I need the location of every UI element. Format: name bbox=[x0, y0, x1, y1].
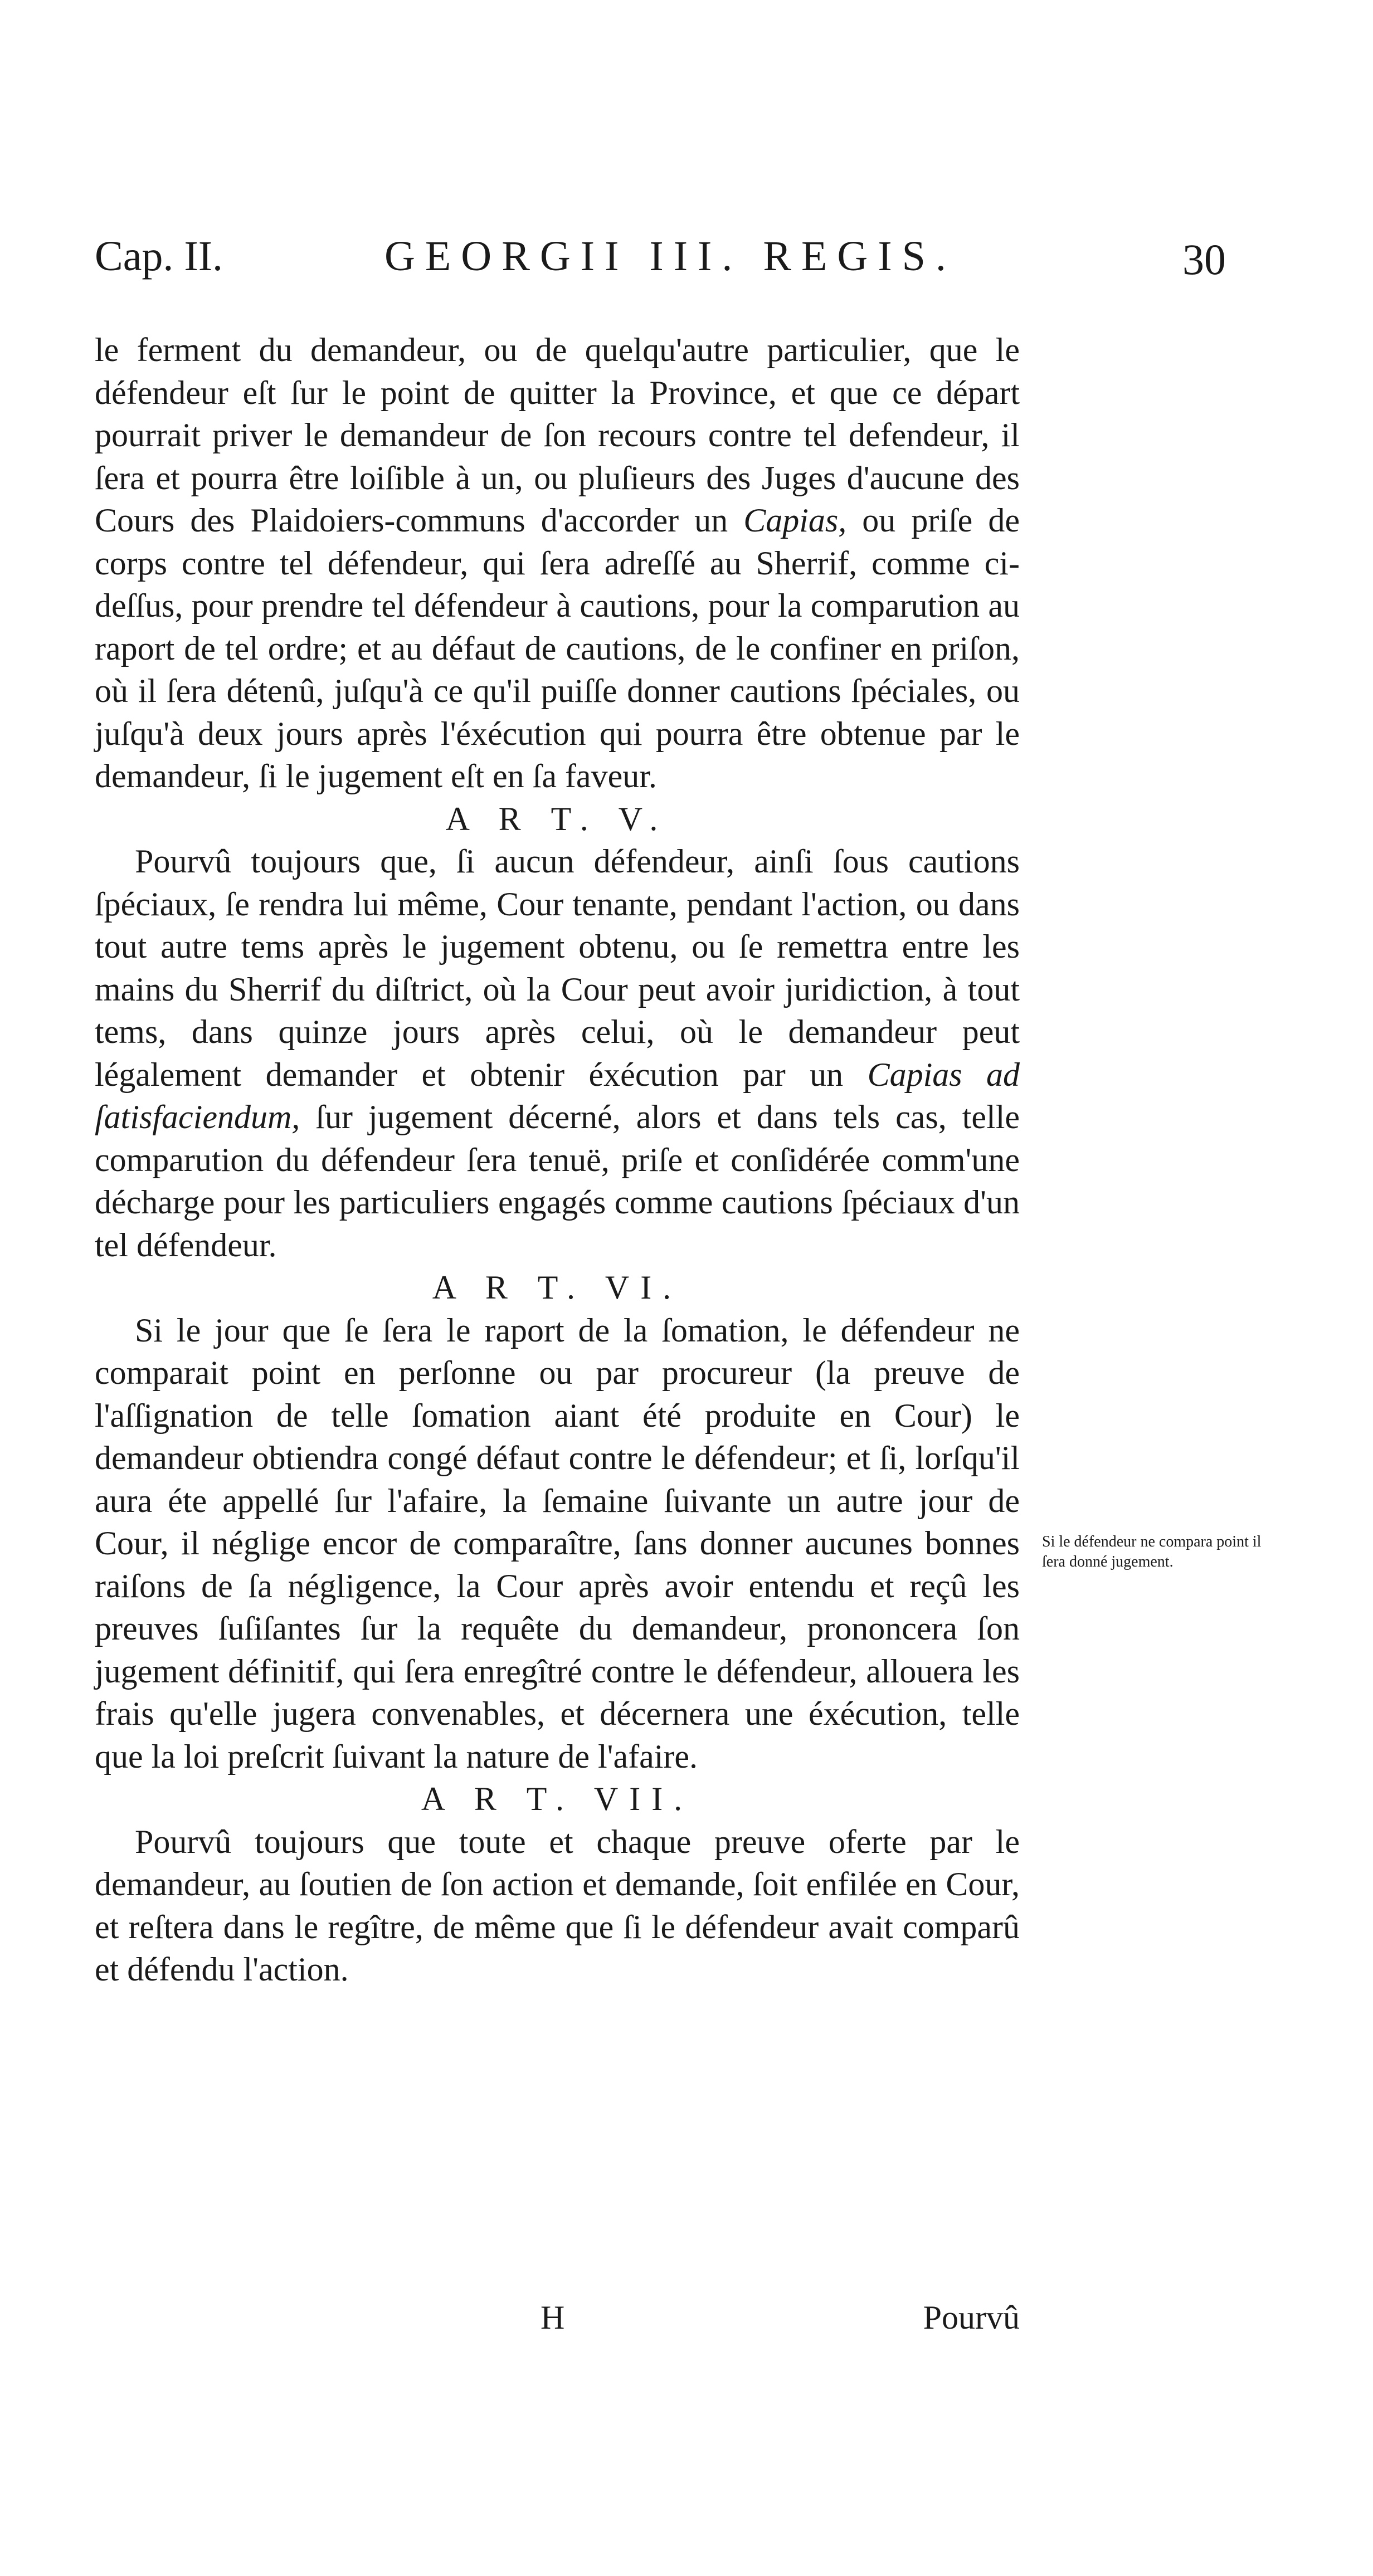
paragraph-1-rest: ou priſe de corps contre tel défendeur, qui ſera adreſſé au Sherrif, comme ci-deſſus, pour prendre tel défendeur à cautions, pour la comparution au raport de tel ordre; et au défaut de cautions, de le confiner en priſon, où il ſera détenû, juſqu'à ce qu'il puiſſe donner cautions ſpéciales, ou juſqu'à deux jours après l'éxécution qui pourra être obtenue par le demandeur, ſi le jugement eſt en ſa faveur. bbox=[95, 502, 1020, 794]
latin-term-capias: Capias, bbox=[743, 502, 847, 539]
article-v-text-1: Pourvû toujours que, ſi aucun défendeur, ainſi ſous cautions ſpéciaux, ſe rendra lui même, Cour tenante, pendant l'action, ou dans tout autre tems après le jugement obtenu, ou ſe remettra entre les mains du Sherrif du diſtrict, où la Cour peut avoir juridiction, à tout tems, dans quinze jours après celui, où le demandeur peut légalement demander et obtenir éxécution par un bbox=[95, 843, 1020, 1093]
article-vi-text: Si le jour que ſe ſera le raport de la ſomation, le défendeur ne comparait point en perſonne ou par procureur (la preuve de l'aſſignation de telle ſomation aiant été produite en Cour) le demandeur obtiendra congé défaut contre le défendeur; et ſi, lorſqu'il aura éte appellé ſur l'afaire, la ſemaine ſuivante un autre jour de Cour, il néglige encor de comparaître, ſans donner aucunes bonnes raiſons de ſa négligence, la Cour après avoir entendu et reçû les preuves ſuſiſantes ſur la requête du demandeur, prononcera ſon jugement définitif, qui ſera enregîtré contre le défendeur, allouera les frais qu'elle jugera convenables, et décernera une éxécution, telle que la loi preſcrit ſuivant la nature de l'afaire. bbox=[95, 1311, 1020, 1775]
page-number: 30 bbox=[1182, 235, 1226, 284]
article-vi-heading: A R T. VI. bbox=[432, 1269, 683, 1306]
latin-term-capias-ad-satisfaciendum: Capias ad ſatisfaciendum, bbox=[95, 1056, 1020, 1135]
paragraph-1-text: le ferment du demandeur, ou de quelqu'autre particulier, que le défendeur eſt ſur le point de quitter la Province, et que ce départ pourrait priver le demandeur de ſon recours contre tel defendeur, il ſera et pourra être loiſible à un, ou pluſieurs des Juges d'aucune des Cours des Plaidoiers-communs d'accorder un bbox=[95, 331, 1020, 539]
article-vii-heading: A R T. VII. bbox=[421, 1780, 694, 1817]
running-title: GEORGII III. REGIS. bbox=[384, 233, 956, 280]
main-text-column bbox=[95, 329, 1020, 1991]
page-footer bbox=[95, 2295, 1020, 2340]
catchword: Pourvû bbox=[923, 2299, 1020, 2336]
paragraph-continuation bbox=[95, 329, 1020, 798]
signature-mark: H bbox=[541, 2299, 565, 2336]
article-v-heading: A R T. V. bbox=[445, 800, 669, 837]
chapter-label: Cap. II. bbox=[95, 233, 223, 280]
article-v-text-2: ſur jugement décerné, alors et dans tels cas, telle comparution du défendeur ſera tenuë, priſe et conſidérée comm'une décharge pour les particuliers engagés comme cautions ſpéciaux d'un tel défendeur. bbox=[95, 1099, 1020, 1263]
running-header bbox=[95, 228, 1226, 284]
margin-note: Si le défendeur ne compara point il ſera donné jugement. bbox=[1042, 1533, 1262, 1570]
article-vii-text: Pourvû toujours que toute et chaque preuve oferte par le demandeur, au ſoutien de ſon action et demande, ſoit enfilée en Cour, et reſtera dans le regître, de même que ſi le défendeur avait comparû et défendu l'action. bbox=[95, 1823, 1020, 1988]
article-v-text bbox=[95, 840, 1020, 1266]
